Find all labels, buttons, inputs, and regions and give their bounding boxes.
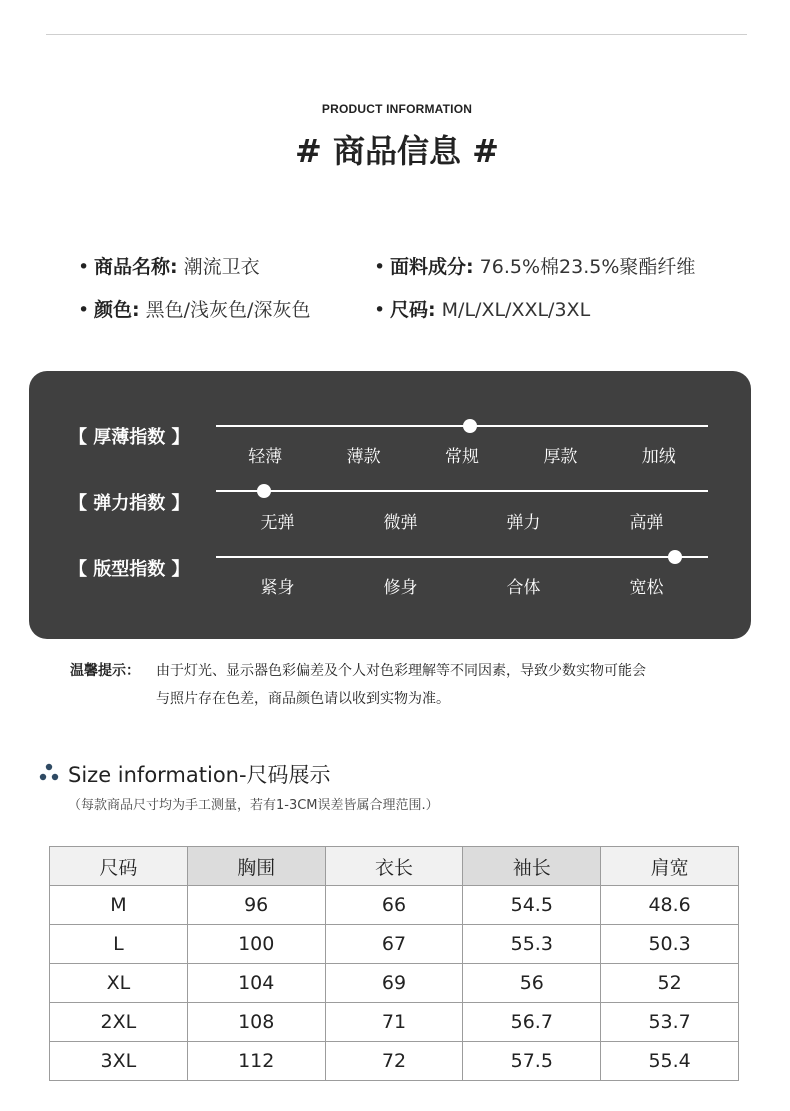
table-cell: 54.5 bbox=[463, 886, 601, 925]
info-fabric bbox=[374, 252, 695, 279]
table-row bbox=[50, 1003, 739, 1042]
scale-labels-elasticity bbox=[216, 508, 708, 533]
table-row bbox=[50, 1042, 739, 1081]
info-value: M/L/XL/XXL/3XL bbox=[441, 299, 591, 321]
table-cell: 96 bbox=[187, 886, 325, 925]
table-cell: 48.6 bbox=[601, 886, 739, 925]
scale-label: 弹力 bbox=[506, 513, 541, 533]
dots-icon bbox=[38, 762, 60, 782]
table-cell: 72 bbox=[325, 1042, 463, 1081]
scale-title-elasticity: 【 弹力指数 】 bbox=[69, 493, 190, 514]
index-panel bbox=[29, 371, 751, 639]
table-cell: 57.5 bbox=[463, 1042, 601, 1081]
scale-labels-thickness bbox=[216, 442, 708, 467]
bullet-icon: • bbox=[374, 299, 386, 321]
table-row bbox=[50, 925, 739, 964]
table-row bbox=[50, 964, 739, 1003]
table-cell: L bbox=[50, 925, 188, 964]
table-cell: 67 bbox=[325, 925, 463, 964]
column-header: 肩宽 bbox=[601, 847, 739, 886]
table-cell: 56 bbox=[463, 964, 601, 1003]
info-key: 尺码: bbox=[390, 299, 436, 321]
info-value: 潮流卫衣 bbox=[183, 256, 260, 278]
scale-label: 宽松 bbox=[629, 578, 664, 598]
info-value: 76.5%棉23.5%聚酯纤维 bbox=[479, 256, 696, 278]
column-header: 胸围 bbox=[187, 847, 325, 886]
table-cell: 50.3 bbox=[601, 925, 739, 964]
scale-label: 微弹 bbox=[383, 513, 418, 533]
table-cell: 2XL bbox=[50, 1003, 188, 1042]
scale-label: 常规 bbox=[444, 447, 479, 467]
info-value: 黑色/浅灰色/深灰色 bbox=[145, 299, 311, 321]
info-color bbox=[78, 295, 310, 322]
section-eyebrow: PRODUCT INFORMATION bbox=[321, 102, 473, 116]
scale-line-fit bbox=[216, 556, 708, 558]
scale-label: 加绒 bbox=[641, 447, 676, 467]
scale-label: 薄款 bbox=[346, 447, 381, 467]
scale-marker-fit bbox=[668, 550, 682, 564]
info-key: 颜色: bbox=[94, 299, 140, 321]
scale-marker-thickness bbox=[463, 419, 477, 433]
bullet-icon: • bbox=[78, 256, 90, 278]
bullet-icon: • bbox=[78, 299, 90, 321]
column-header: 衣长 bbox=[325, 847, 463, 886]
table-cell: 71 bbox=[325, 1003, 463, 1042]
column-header: 袖长 bbox=[463, 847, 601, 886]
table-cell: 55.4 bbox=[601, 1042, 739, 1081]
table-cell: 104 bbox=[187, 964, 325, 1003]
scale-line-elasticity bbox=[216, 490, 708, 492]
column-header: 尺码 bbox=[50, 847, 188, 886]
scale-line-thickness bbox=[216, 425, 708, 427]
scale-label: 厚款 bbox=[543, 447, 578, 467]
table-header-row bbox=[50, 847, 739, 886]
info-size bbox=[374, 295, 590, 322]
size-table bbox=[49, 846, 739, 1081]
scale-title-thickness: 【 厚薄指数 】 bbox=[69, 427, 190, 448]
table-cell: 100 bbox=[187, 925, 325, 964]
scale-labels-fit bbox=[216, 573, 708, 598]
scale-label: 轻薄 bbox=[248, 447, 283, 467]
scale-label: 高弹 bbox=[629, 513, 664, 533]
table-cell: 3XL bbox=[50, 1042, 188, 1081]
scale-label: 修身 bbox=[383, 578, 418, 598]
note-label: 温馨提示： bbox=[70, 663, 140, 679]
table-cell: 108 bbox=[187, 1003, 325, 1042]
table-cell: 69 bbox=[325, 964, 463, 1003]
size-section-heading: Size information-尺码展示 bbox=[68, 763, 331, 787]
table-cell: M bbox=[50, 886, 188, 925]
scale-label: 合体 bbox=[506, 578, 541, 598]
size-section-note: （每款商品尺寸均为手工测量，若有1-3CM误差皆属合理范围.） bbox=[68, 798, 439, 813]
bullet-icon: • bbox=[374, 256, 386, 278]
note-text-line2: 与照片存在色差，商品颜色请以收到实物为准。 bbox=[156, 691, 450, 707]
scale-title-fit: 【 版型指数 】 bbox=[69, 559, 190, 580]
info-key: 商品名称: bbox=[94, 256, 178, 278]
table-cell: 112 bbox=[187, 1042, 325, 1081]
note-text-line1: 由于灯光、显示器色彩偏差及个人对色彩理解等不同因素，导致少数实物可能会 bbox=[156, 663, 646, 679]
scale-label: 无弹 bbox=[260, 513, 295, 533]
table-row bbox=[50, 886, 739, 925]
scale-marker-elasticity bbox=[257, 484, 271, 498]
info-product-name bbox=[78, 252, 260, 279]
top-divider bbox=[46, 34, 747, 35]
table-cell: 52 bbox=[601, 964, 739, 1003]
info-key: 面料成分: bbox=[390, 256, 474, 278]
table-cell: XL bbox=[50, 964, 188, 1003]
scale-label: 紧身 bbox=[260, 578, 295, 598]
table-cell: 56.7 bbox=[463, 1003, 601, 1042]
table-cell: 66 bbox=[325, 886, 463, 925]
page-title: # 商品信息 # bbox=[295, 132, 499, 170]
table-cell: 53.7 bbox=[601, 1003, 739, 1042]
table-cell: 55.3 bbox=[463, 925, 601, 964]
